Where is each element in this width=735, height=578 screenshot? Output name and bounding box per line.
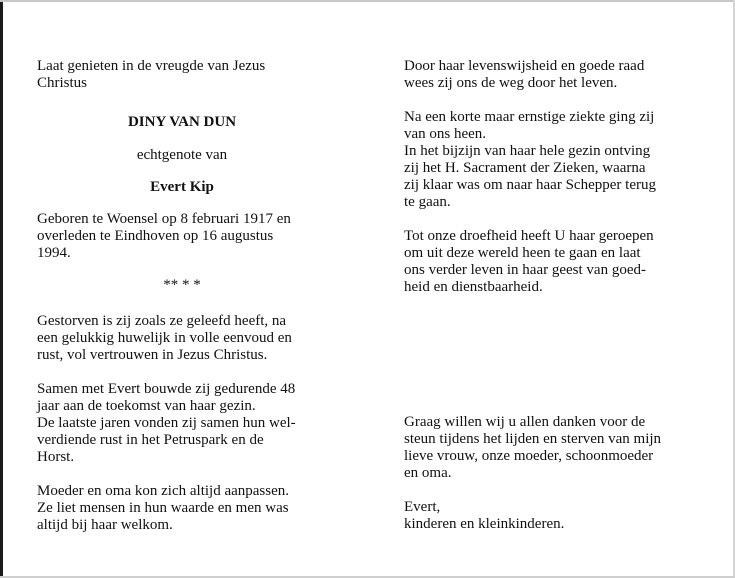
- right-paragraph-2: Na een korte maar ernstige ziekte ging zij van ons heen. In het bijzijn van haar hele gezin ontving zij het H. Sacrament der Zieken, waarna zij klaar was om naar haar Schepper terug te gaan.: [404, 109, 656, 210]
- left-paragraph-2: Samen met Evert bouwde zij gedurende 48 jaar aan de toekomst van haar gezin. De laatste jaren vonden zij samen hun wel- verdiende rust in het Petruspark en de Horst.: [37, 381, 296, 465]
- thanks-text: Graag willen wij u allen danken voor de steun tijdens het lijden en sterven van mijn lieve vrouw, onze moeder, schoonmoeder en oma.: [404, 414, 662, 481]
- right-paragraph-3: Tot onze droefheid heeft U haar geroepen om uit deze wereld heen te gaan en laat ons verder leven in haar geest van goed- heid en dienstbaarheid.: [404, 228, 654, 295]
- deceased-name: DINY VAN DUN: [127, 114, 237, 130]
- right-column: [404, 58, 694, 533]
- scan-edge-left: [0, 0, 3, 578]
- left-column: [37, 58, 327, 534]
- spouse-name: Evert Kip: [150, 179, 214, 195]
- scan-edge-top: [0, 0, 735, 2]
- right-paragraph-1: Door haar levenswijsheid en goede raad wees zij ons de weg door het leven.: [404, 58, 645, 91]
- left-paragraph-1: Gestorven is zij zoals ze geleefd heeft, na een gelukkig huwelijk in volle eenvoud en rust, vol vertrouwen in Jezus Christus.: [37, 313, 292, 363]
- left-paragraph-3: Moeder en oma kon zich altijd aanpassen. Ze liet mensen in hun waarde en men was altijd bij haar welkom.: [37, 483, 289, 533]
- spouse-label: echtgenote van: [136, 147, 228, 163]
- birth-death-text: Geboren te Woensel op 8 februari 1917 en overleden te Eindhoven op 16 augustus 1994.: [37, 211, 291, 261]
- signature-text: Evert, kinderen en kleinkinderen.: [404, 499, 565, 532]
- separator-stars: ** * *: [163, 277, 201, 293]
- intro-text: Laat genieten in de vreugde van Jezus Christus: [37, 58, 266, 91]
